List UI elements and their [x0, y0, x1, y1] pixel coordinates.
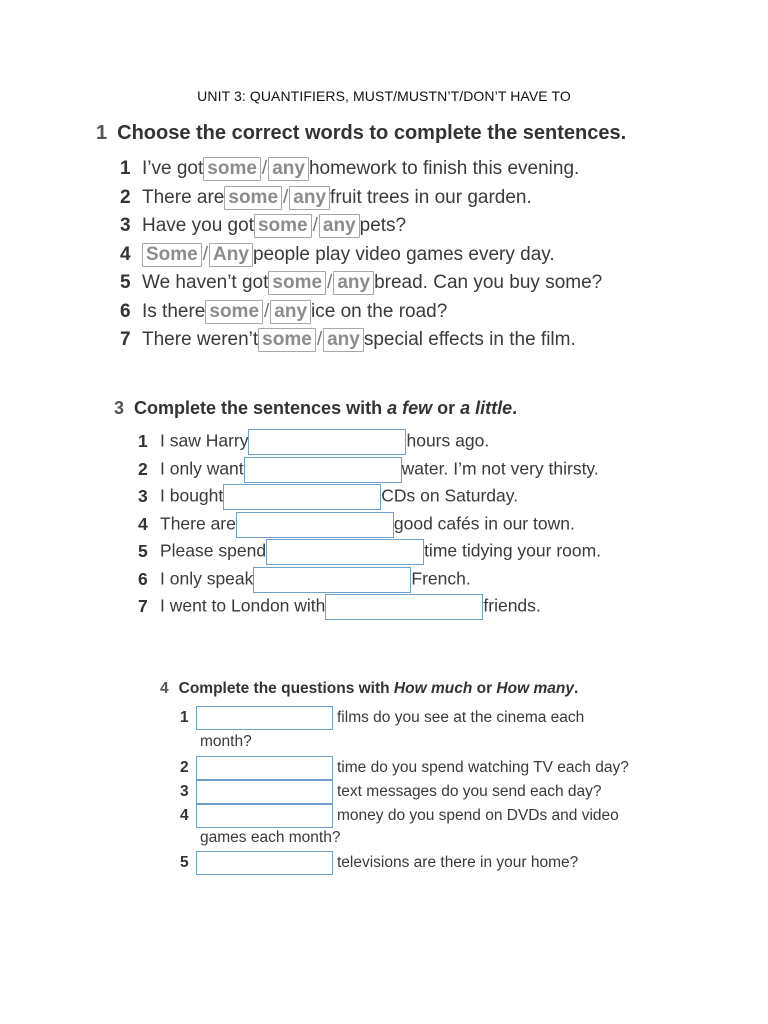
sentence-start: There are	[142, 187, 225, 209]
slash-divider: /	[261, 158, 268, 180]
sentence-start: Please spend	[160, 540, 267, 561]
sentence-end: French.	[411, 568, 471, 589]
unit-title: UNIT 3: QUANTIFIERS, MUST/MUSTN’T/DON’T HAVE TO	[197, 88, 571, 104]
sentence-end: time tidying your room.	[424, 540, 602, 561]
exercise-3-heading	[114, 398, 517, 419]
exercise-number: 4	[160, 680, 169, 697]
instruction-emphasis: How much	[393, 680, 473, 697]
slash-divider: /	[316, 329, 323, 351]
exercise-instruction: Choose the correct words to complete the sentences.	[117, 122, 627, 144]
sentence-row	[138, 484, 518, 510]
question-row	[180, 706, 584, 730]
sentence-end: ice on the road?	[311, 301, 448, 323]
item-number: 4	[138, 513, 148, 534]
option-any[interactable]: any	[319, 214, 360, 238]
option-any[interactable]: any	[323, 328, 364, 352]
sentence-start: I saw Harry	[160, 430, 249, 451]
item-number: 3	[180, 783, 189, 801]
answer-box[interactable]	[196, 851, 333, 875]
item-number: 1	[138, 430, 148, 451]
answer-box[interactable]	[196, 756, 333, 780]
question-row	[180, 780, 602, 804]
option-some[interactable]: some	[258, 328, 316, 352]
option-any[interactable]: Any	[209, 243, 253, 267]
item-number: 1	[180, 709, 189, 727]
answer-box[interactable]	[325, 594, 483, 620]
instruction-emphasis: a little	[460, 398, 513, 418]
slash-divider: /	[202, 244, 209, 266]
answer-box[interactable]	[248, 429, 406, 455]
sentence-end: hours ago.	[406, 430, 490, 451]
sentence-row	[120, 186, 532, 210]
sentence-end: water. I’m not very thirsty.	[401, 458, 599, 479]
instruction-text: .	[512, 398, 518, 418]
sentence-row	[138, 457, 599, 483]
sentence-end: good cafés in our town.	[393, 513, 575, 534]
option-some[interactable]: some	[224, 186, 282, 210]
sentence-row	[120, 300, 447, 324]
sentence-start: I went to London with	[160, 595, 326, 616]
question-continuation: month?	[200, 733, 252, 750]
exercise-number: 1	[96, 122, 108, 144]
item-number: 3	[120, 215, 131, 237]
instruction-text: .	[573, 680, 579, 697]
slash-divider: /	[283, 187, 289, 209]
answer-box[interactable]	[244, 457, 402, 483]
sentence-row	[138, 512, 575, 538]
sentence-row	[120, 271, 602, 295]
question-text: text messages do you send each day?	[337, 783, 602, 801]
option-some[interactable]: some	[268, 271, 326, 295]
answer-box[interactable]	[236, 512, 394, 538]
sentence-row	[138, 567, 471, 593]
instruction-text: or	[432, 398, 461, 418]
slash-divider: /	[312, 215, 318, 237]
sentence-start: There weren’t	[142, 329, 259, 351]
question-text: films do you see at the cinema each	[337, 709, 585, 727]
option-some[interactable]: some	[203, 157, 261, 181]
answer-box[interactable]	[253, 567, 411, 593]
item-number: 3	[138, 485, 148, 506]
instruction-text: Complete the sentences with	[134, 398, 388, 418]
item-number: 7	[120, 329, 131, 351]
sentence-end: special effects in the film.	[363, 329, 576, 351]
sentence-start: Have you got	[142, 215, 254, 237]
item-number: 6	[138, 568, 148, 589]
question-text: time do you spend watching TV each day?	[337, 759, 629, 777]
sentence-row	[120, 328, 576, 352]
sentence-start: I only speak	[160, 568, 254, 589]
slash-divider: /	[264, 301, 270, 323]
sentence-start: I bought	[160, 485, 224, 506]
option-some[interactable]: Some	[142, 243, 202, 267]
sentence-end: pets?	[359, 215, 407, 237]
item-number: 2	[180, 759, 189, 777]
item-number: 2	[138, 458, 148, 479]
instruction-emphasis: How many	[496, 680, 574, 697]
slash-divider: /	[327, 272, 333, 294]
question-text: money do you spend on DVDs and video	[337, 807, 619, 825]
option-some[interactable]: some	[254, 214, 312, 238]
question-text: televisions are there in your home?	[337, 854, 579, 872]
item-number: 2	[120, 187, 131, 209]
item-number: 4	[120, 244, 131, 266]
sentence-row	[120, 243, 555, 267]
option-any[interactable]: any	[333, 271, 374, 295]
exercise-1-heading	[96, 122, 626, 145]
sentence-start: There are	[160, 513, 236, 534]
sentence-row	[120, 157, 579, 181]
item-number: 5	[120, 272, 131, 294]
sentence-start: Is there	[142, 301, 206, 323]
instruction-text: or	[472, 680, 497, 697]
item-number: 6	[120, 301, 131, 323]
sentence-row	[120, 214, 406, 238]
sentence-row	[138, 429, 489, 455]
sentence-start: We haven’t got	[142, 272, 269, 294]
question-row	[180, 756, 629, 780]
option-any[interactable]: any	[270, 300, 311, 324]
sentence-row	[138, 594, 541, 620]
sentence-end: friends.	[483, 595, 541, 616]
answer-box[interactable]	[266, 539, 424, 565]
answer-box[interactable]	[223, 484, 381, 510]
question-row	[180, 851, 578, 875]
item-number: 5	[138, 540, 148, 561]
exercise-4-heading	[160, 680, 578, 698]
sentence-row	[138, 539, 601, 565]
item-number: 4	[180, 807, 189, 825]
sentence-start: I only want	[160, 458, 244, 479]
sentence-end: fruit trees in our garden.	[330, 187, 532, 209]
item-number: 7	[138, 595, 148, 616]
instruction-emphasis: a few	[387, 398, 433, 418]
sentence-end: CDs on Saturday.	[381, 485, 519, 506]
question-continuation: games each month?	[200, 829, 341, 846]
option-some[interactable]: some	[205, 300, 263, 324]
item-number: 1	[120, 158, 131, 180]
sentence-end: people play video games every day.	[252, 244, 555, 266]
sentence-end: homework to finish this evening.	[308, 158, 580, 180]
exercise-number: 3	[114, 398, 125, 418]
sentence-end: bread. Can you buy some?	[374, 272, 603, 294]
answer-box[interactable]	[196, 780, 333, 804]
option-any[interactable]: any	[268, 157, 309, 181]
answer-box[interactable]	[196, 804, 333, 828]
instruction-text: Complete the questions with	[178, 680, 394, 697]
item-number: 5	[180, 854, 189, 872]
option-any[interactable]: any	[289, 186, 330, 210]
sentence-start: I’ve got	[142, 158, 204, 180]
question-row	[180, 804, 619, 828]
answer-box[interactable]	[196, 706, 333, 730]
